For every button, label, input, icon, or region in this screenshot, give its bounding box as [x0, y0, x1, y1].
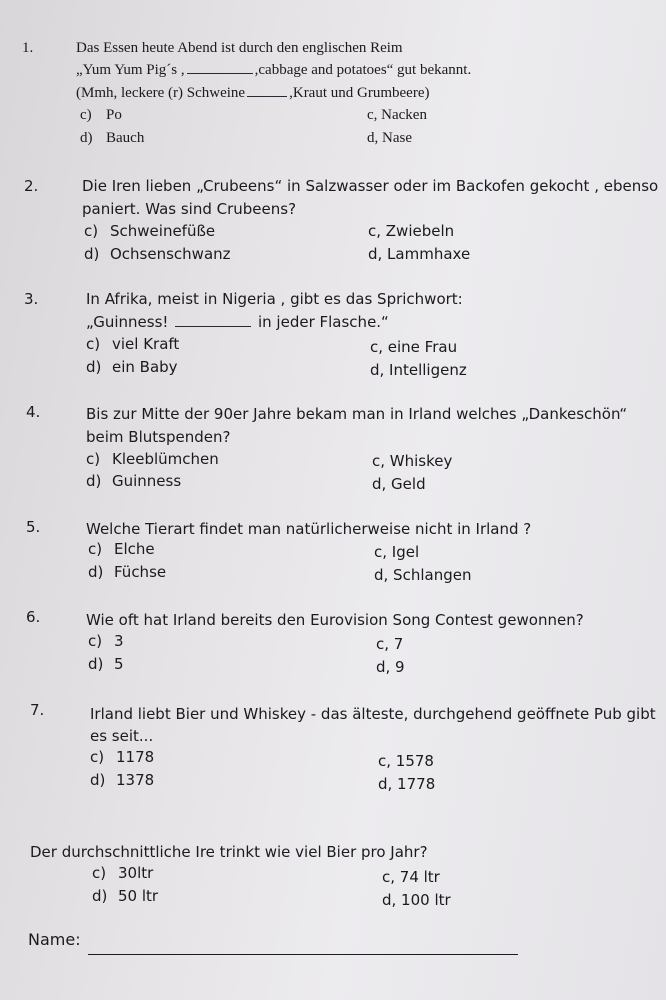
question-text: Das Essen heute Abend ist durch den englischen Reim — [76, 40, 403, 56]
option-c: c) Elche — [88, 540, 155, 558]
name-label: Name: — [28, 930, 81, 949]
option-d-right: d, Lammhaxe — [368, 245, 471, 263]
question-text: beim Blutspenden? — [86, 428, 231, 446]
option-c-right: c, Nacken — [367, 107, 427, 123]
option-d: d) Bauch — [80, 130, 145, 146]
option-d: d) Guinness — [86, 472, 182, 490]
answer-blank — [175, 325, 251, 327]
question-text: Irland liebt Bier und Whiskey - das älteste, durchgehend geöffnete Pub gibt — [90, 705, 656, 723]
option-c: c) 3 — [88, 632, 124, 650]
option-d: d) ein Baby — [86, 358, 178, 376]
question-number: 4. — [26, 403, 41, 421]
question-text: Der durchschnittliche Ire trinkt wie viel Bier pro Jahr? — [30, 843, 428, 861]
option-d-right: d, 1778 — [378, 775, 436, 793]
question-text: „Guinness! in jeder Flasche.“ — [86, 313, 389, 331]
option-c-right: c, eine Frau — [370, 338, 458, 356]
option-c: c) Kleeblümchen — [86, 450, 219, 468]
question-number: 7. — [30, 701, 45, 719]
option-c-right: c, Igel — [374, 543, 420, 561]
name-input-line[interactable] — [88, 954, 518, 955]
option-d: d) 5 — [88, 655, 124, 673]
option-c-right: c, Whiskey — [372, 452, 453, 470]
question-text: es seit... — [90, 727, 154, 745]
option-c: c) Po — [80, 107, 122, 123]
option-d: d) Ochsenschwanz — [84, 245, 231, 263]
question-text: (Mmh, leckere (r) Schweine ,Kraut und Grumbeere) — [76, 85, 430, 101]
option-d: d) Füchse — [88, 563, 167, 581]
question-text: Welche Tierart findet man natürlicherweise nicht in Irland ? — [86, 520, 532, 538]
option-d: d) 50 ltr — [92, 887, 159, 905]
question-text: Bis zur Mitte der 90er Jahre bekam man in Irland welches „Dankeschön“ — [86, 405, 628, 423]
option-c: c) viel Kraft — [86, 335, 180, 353]
question-number: 3. — [24, 290, 39, 308]
option-d-right: d, Nase — [367, 130, 412, 146]
question-text: paniert. Was sind Crubeens? — [82, 200, 297, 218]
option-d-right: d, 9 — [376, 658, 405, 676]
option-c-right: c, 7 — [376, 635, 404, 653]
option-c-right: c, 1578 — [378, 752, 434, 770]
answer-blank — [247, 95, 287, 97]
option-d-right: d, Intelligenz — [370, 361, 467, 379]
option-d: d) 1378 — [90, 771, 155, 789]
option-c-right: c, Zwiebeln — [368, 222, 455, 240]
question-number: 6. — [26, 608, 41, 626]
question-text: „Yum Yum Pig´s , ,cabbage and potatoes“ gut bekannt. — [76, 62, 472, 78]
option-d-right: d, Geld — [372, 475, 426, 493]
option-c: c) 1178 — [90, 748, 155, 766]
option-d-right: d, Schlangen — [374, 566, 472, 584]
option-d-right: d, 100 ltr — [382, 891, 451, 909]
answer-blank — [187, 72, 253, 74]
option-c: c) Schweinefüße — [84, 222, 216, 240]
question-number: 1. — [22, 40, 34, 56]
question-number: 2. — [24, 177, 39, 195]
question-text: Die Iren lieben „Crubeens“ in Salzwasser oder im Backofen gekocht , ebenso — [82, 177, 659, 195]
option-c-right: c, 74 ltr — [382, 868, 440, 886]
question-number: 5. — [26, 518, 41, 536]
question-text: In Afrika, meist in Nigeria , gibt es das Sprichwort: — [86, 290, 463, 308]
option-c: c) 30ltr — [92, 864, 154, 882]
question-text: Wie oft hat Irland bereits den Eurovision Song Contest gewonnen? — [86, 611, 584, 629]
